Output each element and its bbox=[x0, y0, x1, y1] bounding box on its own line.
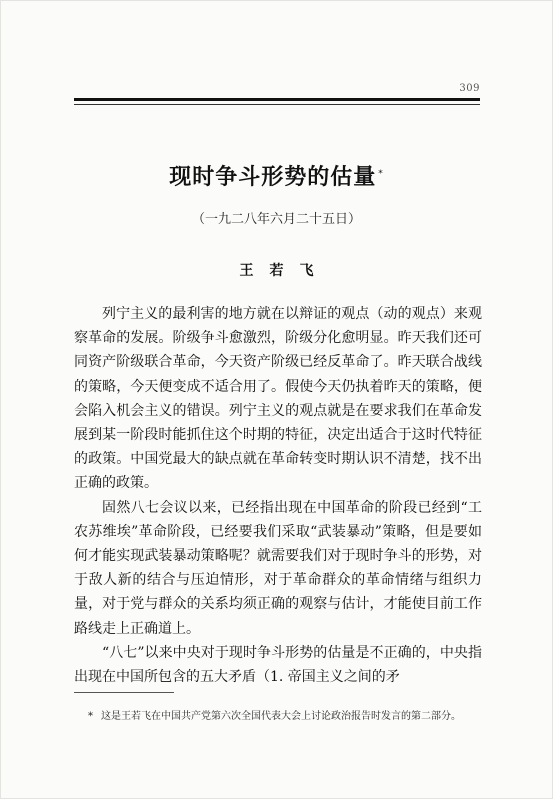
footnote-text: 这是王若飞在中国共产党第六次全国代表大会上讨论政治报告时发言的第二部分。 bbox=[101, 711, 461, 722]
title-text: 现时争斗形势的估量 bbox=[169, 165, 377, 190]
header-rule-thin bbox=[74, 104, 480, 105]
article-date: （一九二八年六月二十五日） bbox=[191, 212, 361, 227]
body-paragraph: “八七”以来中央对于现时争斗形势的估量是不正确的，中央指出现在中国所包含的五大矛盾（1. 帝国主义之间的矛 bbox=[74, 644, 482, 686]
body-paragraph: 列宁主义的最利害的地方就在以辩证的观点（动的观点）来观察革命的发展。阶级争斗愈激烈，阶级分化愈明显。昨天我们还可同资产阶级联合革命，今天资产阶级已经反革命了。昨天联合战线的策略，今天便变成不适合用了。假使今天仍执着昨天的策略，便会陷入机会主义的错误。列宁主义的观点就是在要求我们在革命发展到某一阶段时能抓住这个时期的特征，决定出适合于这时代特征的政策。中国党最大的缺点就在革命转变时期认识不清楚，找不出正确的政策。 bbox=[74, 306, 482, 492]
article-title bbox=[1, 160, 552, 191]
body-paragraph: 固然八七会议以来，已经指出现在中国革命的阶段已经到“工农苏维埃”革命阶段，已经要我们采取“武装暴动”策略，但是要如何才能实现武装暴动策略呢？就需要我们对于现时争斗的形势，对于敌人新的结合与压迫情形，对于革命群众的革命情绪与组织力量，对于党与群众的关系均须正确的观察与估计，才能使目前工作路线走上正确道上。 bbox=[74, 499, 482, 637]
title-footnote-mark: * bbox=[378, 168, 384, 179]
footnote bbox=[88, 707, 471, 726]
footnote-mark: * bbox=[88, 711, 93, 722]
page-number: 309 bbox=[459, 83, 480, 94]
footnote-rule bbox=[74, 692, 174, 693]
header-rule-thick bbox=[74, 98, 480, 101]
article-body bbox=[74, 302, 482, 689]
article-author: 王若飞 bbox=[239, 263, 330, 279]
